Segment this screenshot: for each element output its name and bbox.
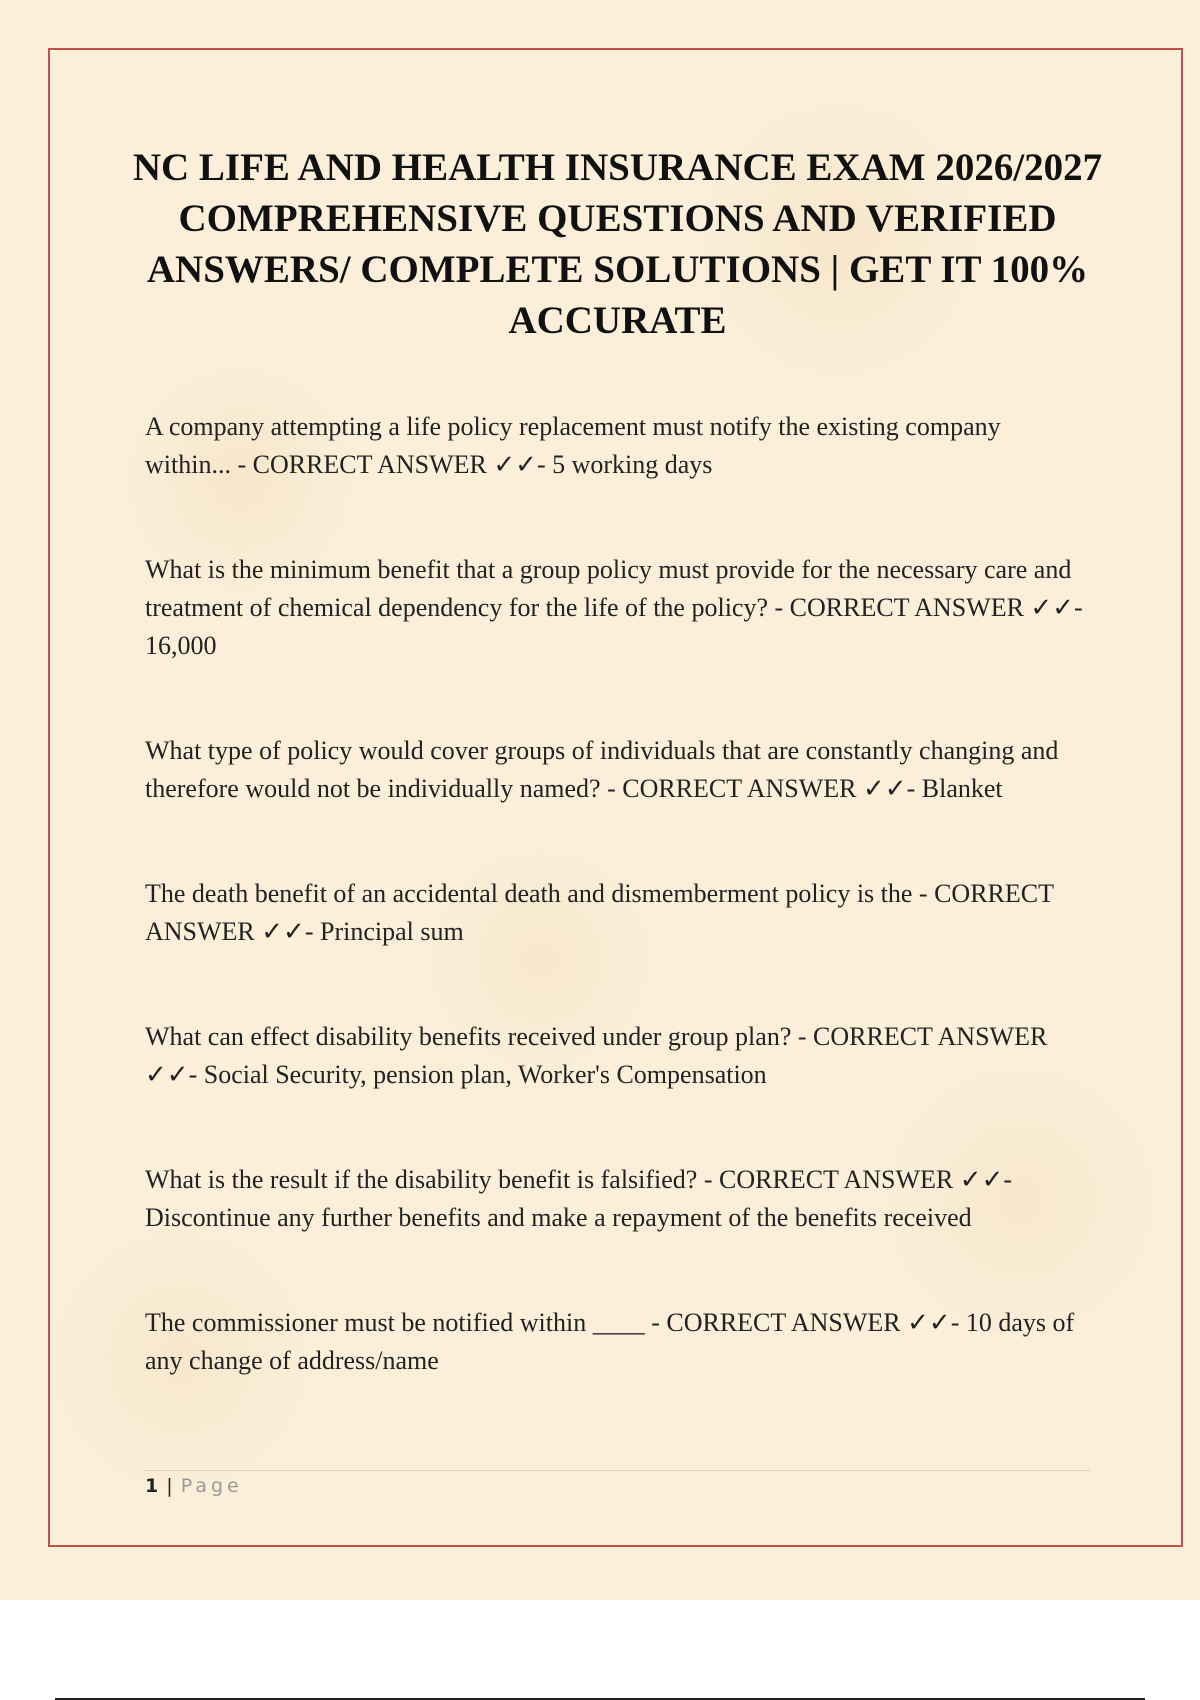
qa-item: The commissioner must be notified within ____ - CORRECT ANSWER ✓✓- 10 days of any change of address/name <box>145 1308 1075 1375</box>
footer-divider <box>145 1470 1090 1471</box>
page-footer <box>145 1474 243 1498</box>
document-title: NC LIFE AND HEALTH INSURANCE EXAM 2026/2027 COMPREHENSIVE QUESTIONS AND VERIFIED ANSWERS/ COMPLETE SOLUTIONS | GET IT 100% ACCURATE <box>132 146 1103 342</box>
qa-item: What can effect disability benefits received under group plan? - CORRECT ANSWER ✓✓- Social Security, pension plan, Worker's Compensation <box>145 1022 1048 1089</box>
qa-list <box>145 408 1090 1380</box>
qa-item: What is the minimum benefit that a group policy must provide for the necessary care and treatment of chemical dependency for the life of the policy? - CORRECT ANSWER ✓✓- 16,000 <box>145 555 1083 660</box>
page-number: 1 <box>145 1475 159 1497</box>
qa-item: The death benefit of an accidental death and dismemberment policy is the - CORRECT ANSWER ✓✓- Principal sum <box>145 879 1054 946</box>
qa-item: What is the result if the disability benefit is falsified? - CORRECT ANSWER ✓✓- Discontinue any further benefits and make a repayment of the benefits received <box>145 1165 1013 1232</box>
page-label: Page <box>180 1475 243 1497</box>
page-separator: | <box>166 1475 173 1497</box>
qa-item: What type of policy would cover groups of individuals that are constantly changing and therefore would not be individually named? - CORRECT ANSWER ✓✓- Blanket <box>145 736 1059 803</box>
qa-item: A company attempting a life policy replacement must notify the existing company within... - CORRECT ANSWER ✓✓- 5 working days <box>145 412 1001 479</box>
